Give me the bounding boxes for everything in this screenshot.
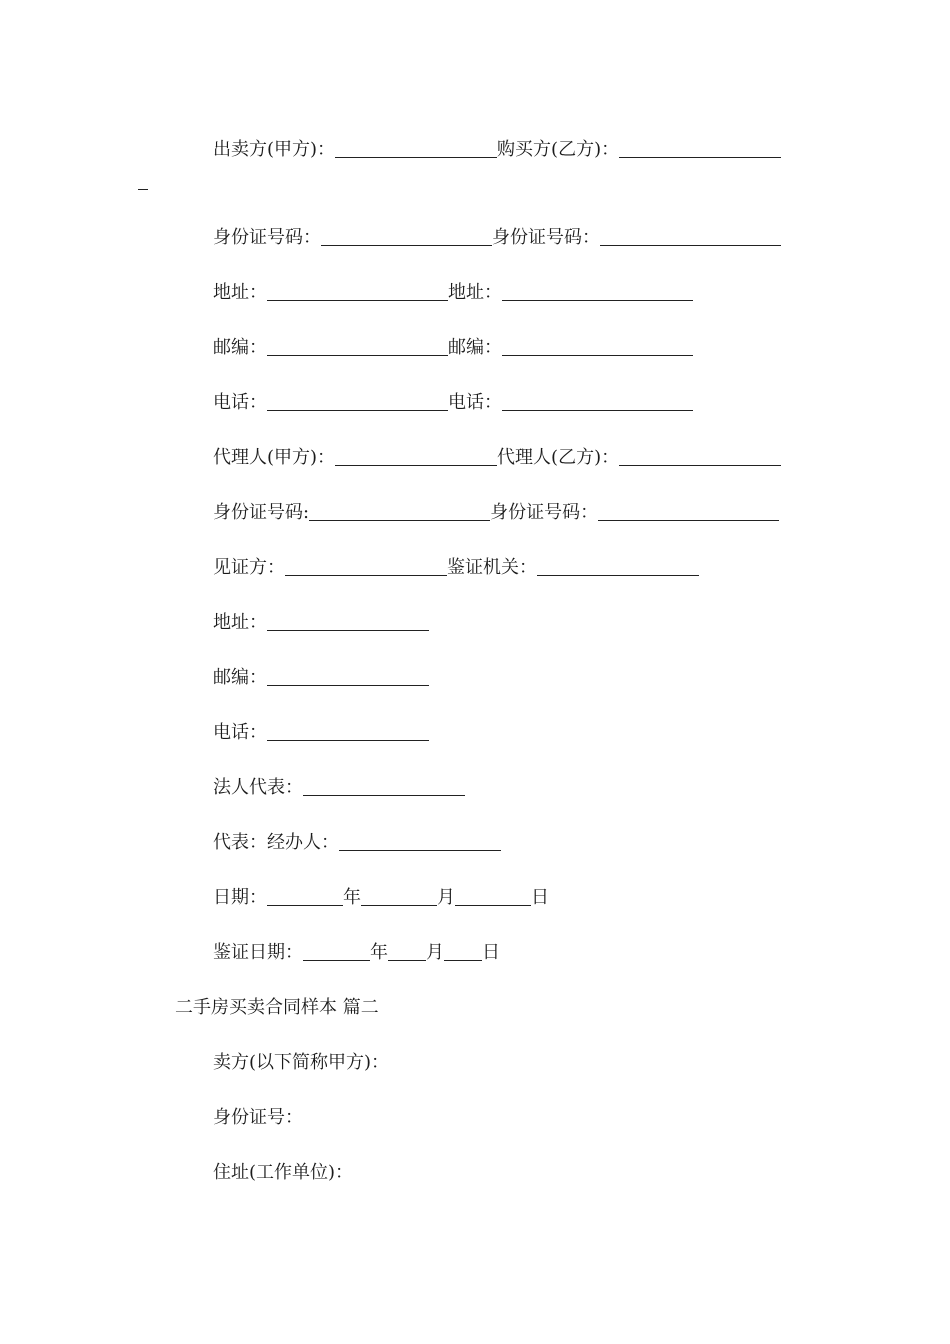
buyer-blank[interactable] (619, 139, 781, 158)
seller-label: 出卖方(甲方)： (213, 139, 336, 160)
legal-rep-row (213, 776, 465, 800)
notary-month-blank[interactable] (388, 942, 426, 961)
id-row (213, 226, 781, 250)
witness-address-label: 地址： (213, 612, 267, 633)
seller-id-blank[interactable] (321, 227, 492, 246)
buyer-phone-label: 电话： (448, 392, 502, 413)
agent-a-id-label: 身份证号码: (213, 502, 310, 523)
section-heading (175, 996, 379, 1020)
buyer-phone-blank[interactable] (502, 392, 693, 411)
seller-address-label: 地址： (213, 282, 267, 303)
buyer-postcode-label: 邮编： (448, 337, 502, 358)
buyer-address-blank[interactable] (502, 282, 693, 301)
second-id-label: 身份证号： (213, 1107, 303, 1128)
buyer-id-label: 身份证号码： (492, 227, 600, 248)
notary-day: 日 (482, 942, 500, 963)
agent-a-id-blank[interactable] (309, 502, 490, 521)
witness-postcode-row (213, 666, 429, 690)
buyer-label: 购买方(乙方)： (497, 139, 620, 160)
witness-row (213, 556, 699, 580)
notary-day-blank[interactable] (444, 942, 482, 961)
seller-buyer-row (213, 138, 781, 162)
seller-blank[interactable] (335, 139, 497, 158)
notary-year: 年 (370, 942, 388, 963)
second-id-row (213, 1106, 303, 1130)
legal-rep-blank[interactable] (303, 777, 465, 796)
witness-postcode-label: 邮编： (213, 667, 267, 688)
agent-b-id-label: 身份证号码： (490, 502, 599, 523)
second-seller-label: 卖方(以下简称甲方)： (213, 1052, 390, 1073)
date-row (213, 886, 549, 910)
notary-date-label: 鉴证日期： (213, 942, 303, 963)
legal-rep-label: 法人代表： (213, 777, 303, 798)
notary-blank[interactable] (537, 557, 699, 576)
agent-b-id-blank[interactable] (598, 502, 779, 521)
stray-underline (138, 189, 148, 190)
address-row (213, 281, 693, 305)
witness-blank[interactable] (285, 557, 447, 576)
rep-blank[interactable] (339, 832, 501, 851)
witness-phone-row (213, 721, 429, 745)
buyer-postcode-blank[interactable] (502, 337, 693, 356)
second-address-row (213, 1161, 353, 1185)
date-month: 月 (437, 887, 455, 908)
notary-date-row (213, 941, 500, 965)
witness-postcode-blank[interactable] (267, 667, 429, 686)
notary-year-blank[interactable] (303, 942, 370, 961)
second-address-label: 住址(工作单位)： (213, 1162, 354, 1183)
seller-postcode-label: 邮编： (213, 337, 267, 358)
date-year: 年 (343, 887, 361, 908)
witness-label: 见证方： (213, 557, 285, 578)
agent-b-label: 代理人(乙方)： (497, 447, 620, 468)
agent-a-label: 代理人(甲方)： (213, 447, 336, 468)
witness-address-blank[interactable] (267, 612, 429, 631)
rep-label: 代表：经办人： (213, 832, 339, 853)
buyer-id-blank[interactable] (600, 227, 781, 246)
second-seller-row (213, 1051, 389, 1075)
date-year-blank[interactable] (267, 887, 343, 906)
seller-phone-blank[interactable] (267, 392, 448, 411)
rep-row (213, 831, 501, 855)
seller-phone-label: 电话： (213, 392, 267, 413)
seller-postcode-blank[interactable] (267, 337, 448, 356)
phone-row (213, 391, 693, 415)
section-heading-text: 二手房买卖合同样本 篇二 (175, 997, 379, 1018)
seller-address-blank[interactable] (267, 282, 448, 301)
buyer-address-label: 地址： (448, 282, 502, 303)
notary-label: 鉴证机关： (447, 557, 537, 578)
date-day-blank[interactable] (455, 887, 531, 906)
date-label: 日期： (213, 887, 267, 908)
agent-id-row (213, 501, 779, 525)
witness-phone-blank[interactable] (267, 722, 429, 741)
postcode-row (213, 336, 693, 360)
notary-month: 月 (426, 942, 444, 963)
seller-id-label: 身份证号码： (213, 227, 321, 248)
agent-b-blank[interactable] (619, 447, 781, 466)
date-month-blank[interactable] (361, 887, 437, 906)
witness-address-row (213, 611, 429, 635)
witness-phone-label: 电话： (213, 722, 267, 743)
agent-row (213, 446, 781, 470)
agent-a-blank[interactable] (335, 447, 497, 466)
date-day: 日 (531, 887, 549, 908)
